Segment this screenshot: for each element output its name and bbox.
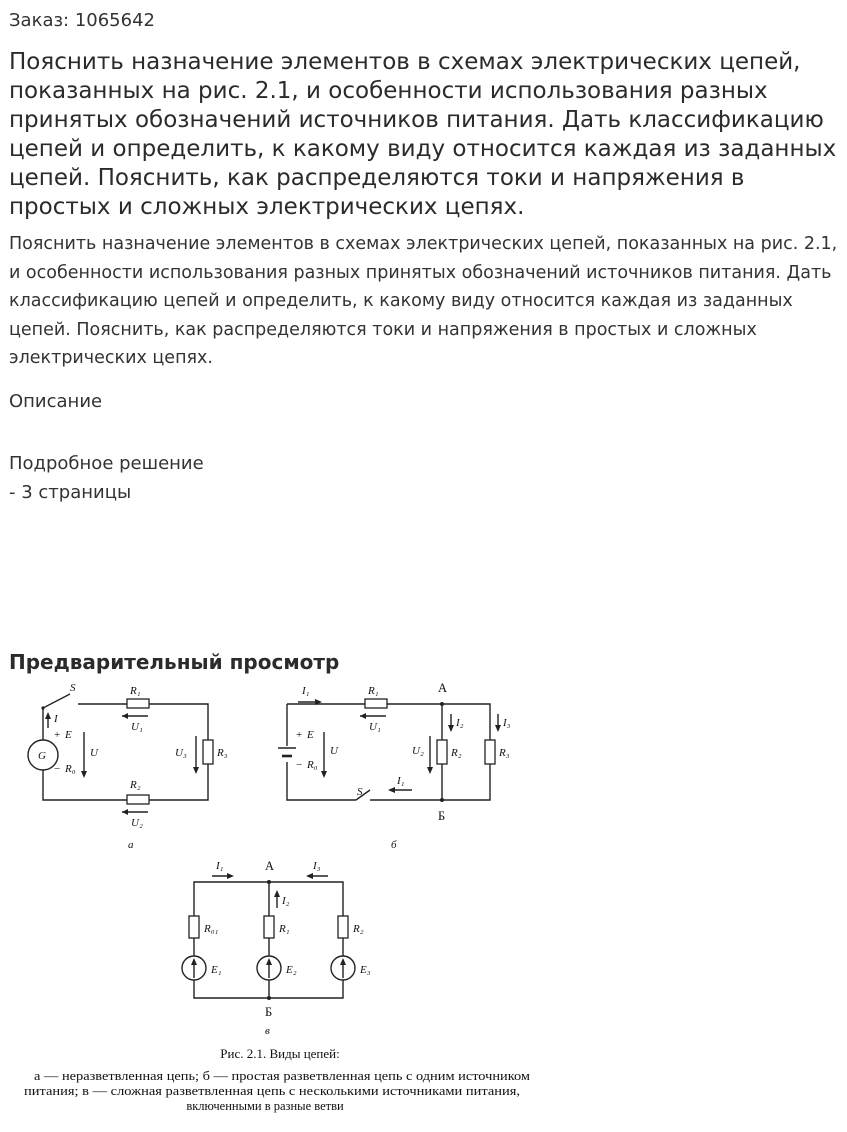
label-u3: U₃ xyxy=(175,747,187,759)
label-s: S xyxy=(70,682,76,694)
task-description: Пояснить назначение элементов в схемах электрических цепей, показанных на рис. 2.1, и особенности использования разных принятых обозначений источников питания. Дать классификацию цепей и определить, к какому виду относится каждая из заданных цепей. Пояснить, как распределяются токи и напряжения в простых и сложных электрических цепях. xyxy=(9,234,838,368)
order-number: Заказ: 1065642 xyxy=(9,10,155,31)
svg-text:E: E xyxy=(307,729,314,741)
svg-text:E₃: E₃ xyxy=(360,964,371,976)
svg-text:−: − xyxy=(296,759,303,771)
label-u: U xyxy=(90,747,98,759)
label-g: G xyxy=(38,750,46,762)
subfigure-a-label: а xyxy=(128,839,134,851)
label-r0: R₀ xyxy=(65,763,76,775)
label-r1: R₁ xyxy=(130,685,141,697)
circuit-figure xyxy=(20,676,540,1126)
resistor-r3-b xyxy=(485,740,495,764)
node-a-b: А xyxy=(438,681,448,695)
svg-text:R₀₁: R₀₁ xyxy=(204,923,219,935)
label-u1: U₁ xyxy=(131,721,143,733)
figure-caption-line3: включенными в разные ветви xyxy=(186,1099,344,1113)
svg-text:R₀: R₀ xyxy=(307,759,318,771)
svg-text:U₂: U₂ xyxy=(412,745,424,757)
svg-text:R₂: R₂ xyxy=(451,747,462,759)
resistor-r1-b xyxy=(365,699,387,708)
circuit-a xyxy=(28,682,228,851)
svg-text:I₁: I₁ xyxy=(397,775,405,787)
circuit-b xyxy=(278,681,511,851)
resistor-r1 xyxy=(127,699,149,708)
svg-text:I₃: I₃ xyxy=(503,717,511,729)
figure-caption-title: Рис. 2.1. Виды цепей: xyxy=(220,1046,340,1061)
svg-text:I₂: I₂ xyxy=(282,895,290,907)
circuit-v xyxy=(182,859,371,1037)
task-title: Пояснить назначение элементов в схемах электрических цепей, показанных на рис. 2.1, и особенности использования разных принятых обозначений источников питания. Дать классификацию цепей и определить, к какому виду относится каждая из заданных цепей. Пояснить, как распределяются токи и напряжения в простых и сложных электрических цепях. xyxy=(9,49,837,220)
label-r3: R₃ xyxy=(217,747,228,759)
node-b-b: Б xyxy=(438,809,446,823)
label-i: I xyxy=(54,713,58,725)
svg-text:R₁: R₁ xyxy=(279,923,290,935)
figure-caption-line1: а — неразветвленная цепь; б — простая разветвленная цепь с одним источником xyxy=(34,1069,531,1083)
svg-text:+: + xyxy=(54,729,61,741)
subfigure-c-label: в xyxy=(265,1025,270,1037)
preview-title: Предварительный просмотр xyxy=(9,650,340,674)
svg-text:I₂: I₂ xyxy=(456,717,464,729)
label-r2: R₂ xyxy=(130,779,141,791)
svg-text:I₁: I₁ xyxy=(216,860,224,872)
svg-text:−: − xyxy=(54,763,61,775)
svg-text:S: S xyxy=(357,786,363,798)
svg-text:E₁: E₁ xyxy=(211,964,222,976)
resistor-r2 xyxy=(127,795,149,804)
solution-label: Подробное решение xyxy=(9,453,204,474)
subfigure-b-label: б xyxy=(391,839,397,851)
label-u2: U₂ xyxy=(131,817,143,829)
svg-text:R₃: R₃ xyxy=(499,747,510,759)
svg-text:+: + xyxy=(296,729,303,741)
resistor-r3 xyxy=(203,740,213,764)
svg-text:R₂: R₂ xyxy=(353,923,364,935)
figure-caption-line2: питания; в — сложная разветвленная цепь с несколькими источниками питания, xyxy=(24,1084,520,1098)
resistor-r2-b xyxy=(437,740,447,764)
svg-text:R₁: R₁ xyxy=(368,685,379,697)
svg-text:Б: Б xyxy=(265,1005,273,1019)
svg-text:I₁: I₁ xyxy=(302,685,310,697)
svg-text:U: U xyxy=(330,745,338,757)
description-label: Описание xyxy=(9,391,103,412)
svg-text:U₁: U₁ xyxy=(369,721,381,733)
svg-text:А: А xyxy=(265,859,275,873)
label-e: E xyxy=(65,729,72,741)
svg-text:I₃: I₃ xyxy=(313,860,321,872)
pages-count: - 3 страницы xyxy=(9,482,132,503)
svg-text:E₂: E₂ xyxy=(286,964,297,976)
